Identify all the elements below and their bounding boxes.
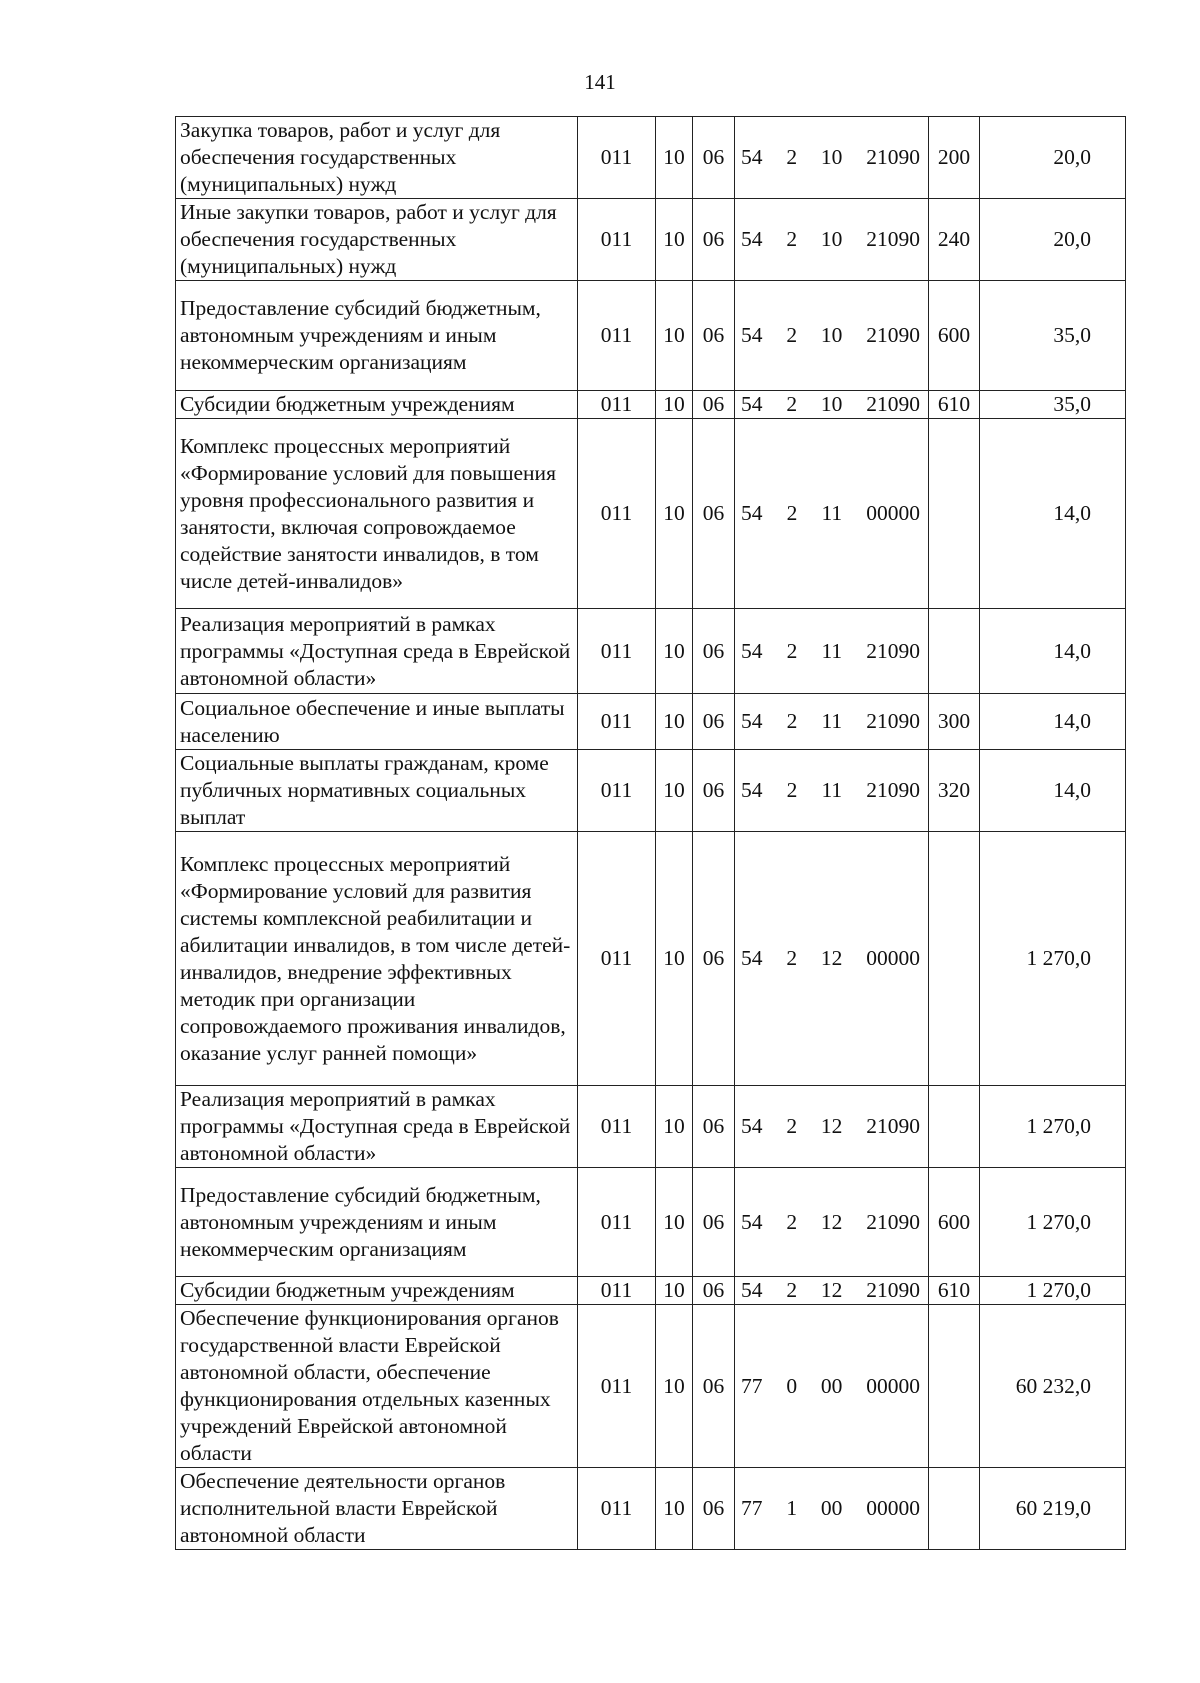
target-article-cell	[735, 419, 929, 609]
target-article-part: 21090	[866, 778, 920, 802]
section-code-cell: 10	[656, 391, 693, 419]
ministry-code-cell: 011	[578, 1305, 656, 1468]
target-article-parts	[735, 1277, 928, 1304]
target-article-part: 54	[741, 392, 763, 416]
ministry-code-cell: 011	[578, 1168, 656, 1277]
target-article-part: 21090	[866, 227, 920, 251]
target-article-part: 1	[786, 1496, 798, 1520]
target-article-part: 54	[741, 145, 763, 169]
ministry-code-cell: 011	[578, 391, 656, 419]
target-article-cell	[735, 832, 929, 1086]
amount-cell: 1 270,0	[980, 1086, 1126, 1168]
expense-type-cell: 600	[929, 1168, 980, 1277]
target-article-part: 2	[786, 638, 798, 663]
target-article-part: 54	[741, 638, 763, 663]
section-code-cell: 10	[656, 199, 693, 281]
section-code-cell: 10	[656, 1305, 693, 1468]
amount-cell: 1 270,0	[980, 1168, 1126, 1277]
table-row	[176, 199, 1126, 281]
amount-cell: 14,0	[980, 419, 1126, 609]
target-article-part: 2	[786, 1114, 798, 1138]
amount-cell: 1 270,0	[980, 832, 1126, 1086]
row-name-cell: Социальные выплаты гражданам, кроме публичных нормативных социальных выплат	[176, 750, 578, 832]
amount-cell: 1 270,0	[980, 1277, 1126, 1305]
target-article-part: 54	[741, 501, 763, 525]
table-row	[176, 1305, 1126, 1468]
section-code-cell: 10	[656, 281, 693, 391]
target-article-part: 54	[741, 227, 763, 251]
expense-type-cell: 610	[929, 391, 980, 419]
ministry-code-cell: 011	[578, 1086, 656, 1168]
target-article-part: 21090	[866, 1278, 920, 1302]
ministry-code-cell: 011	[578, 1277, 656, 1305]
target-article-cell	[735, 281, 929, 391]
expense-type-cell	[929, 832, 980, 1086]
table-row	[176, 1168, 1126, 1277]
subsection-code-cell: 06	[693, 419, 735, 609]
target-article-part: 2	[786, 323, 798, 347]
row-name-cell: Предоставление субсидий бюджетным, автономным учреждениям и иным некоммерческим организациям	[176, 1168, 578, 1277]
section-code-cell: 10	[656, 419, 693, 609]
page-number: 141	[584, 70, 616, 94]
target-article-cell	[735, 199, 929, 281]
section-code-cell: 10	[656, 609, 693, 694]
target-article-cell	[735, 1468, 929, 1550]
budget-table	[175, 116, 1126, 1550]
target-article-parts	[735, 500, 928, 527]
table-row	[176, 750, 1126, 832]
subsection-code-cell: 06	[693, 281, 735, 391]
target-article-parts	[735, 144, 928, 171]
section-code-cell: 10	[656, 117, 693, 199]
table-row	[176, 694, 1126, 750]
target-article-cell	[735, 750, 929, 832]
expense-type-cell: 240	[929, 199, 980, 281]
target-article-part: 21090	[866, 145, 920, 169]
expense-type-cell	[929, 609, 980, 694]
ministry-code-cell: 011	[578, 419, 656, 609]
target-article-part: 10	[820, 145, 843, 169]
expense-type-cell: 600	[929, 281, 980, 391]
ministry-code-cell: 011	[578, 609, 656, 694]
expense-type-cell: 610	[929, 1277, 980, 1305]
table-row	[176, 419, 1126, 609]
target-article-cell	[735, 1305, 929, 1468]
target-article-part: 77	[741, 1373, 763, 1398]
target-article-parts	[735, 1495, 928, 1522]
table-row	[176, 281, 1126, 391]
section-code-cell: 10	[656, 1168, 693, 1277]
target-article-part: 2	[786, 501, 798, 525]
target-article-part: 12	[820, 1278, 843, 1302]
amount-cell: 20,0	[980, 117, 1126, 199]
target-article-part: 77	[741, 1496, 763, 1520]
target-article-parts	[735, 1113, 928, 1140]
target-article-parts	[735, 638, 928, 665]
target-article-cell	[735, 1086, 929, 1168]
row-name-cell: Реализация мероприятий в рамках программы «Доступная среда в Еврейской автономной области»	[176, 609, 578, 694]
section-code-cell: 10	[656, 1086, 693, 1168]
target-article-part: 00	[820, 1496, 843, 1520]
row-name-cell: Реализация мероприятий в рамках программы «Доступная среда в Еврейской автономной области»	[176, 1086, 578, 1168]
amount-cell: 60 232,0	[980, 1305, 1126, 1468]
target-article-part: 0	[786, 1373, 798, 1398]
table-row	[176, 609, 1126, 694]
ministry-code-cell: 011	[578, 117, 656, 199]
subsection-code-cell: 06	[693, 694, 735, 750]
amount-cell: 20,0	[980, 199, 1126, 281]
subsection-code-cell: 06	[693, 609, 735, 694]
amount-cell: 35,0	[980, 391, 1126, 419]
target-article-part: 21090	[866, 1114, 920, 1138]
target-article-part: 21090	[866, 392, 920, 416]
expense-type-cell	[929, 1086, 980, 1168]
subsection-code-cell: 06	[693, 1168, 735, 1277]
target-article-cell	[735, 391, 929, 419]
expense-type-cell	[929, 419, 980, 609]
target-article-part: 12	[820, 946, 843, 970]
target-article-part: 10	[820, 323, 843, 347]
target-article-part: 12	[820, 1209, 843, 1234]
target-article-part: 11	[821, 709, 843, 733]
expense-type-cell	[929, 1468, 980, 1550]
expense-type-cell: 300	[929, 694, 980, 750]
target-article-part: 21090	[866, 638, 920, 663]
target-article-part: 2	[786, 709, 798, 733]
row-name-cell: Обеспечение функционирования органов государственной власти Еврейской автономной области, обеспечение функционирования отдельных казенных учреждений Еврейской автономной области	[176, 1305, 578, 1468]
subsection-code-cell: 06	[693, 1468, 735, 1550]
target-article-part: 54	[741, 1278, 763, 1302]
subsection-code-cell: 06	[693, 117, 735, 199]
target-article-part: 54	[741, 778, 763, 802]
target-article-part: 21090	[866, 323, 920, 347]
target-article-part: 2	[786, 1278, 798, 1302]
section-code-cell: 10	[656, 694, 693, 750]
row-name-cell: Иные закупки товаров, работ и услуг для обеспечения государственных (муниципальных) нужд	[176, 199, 578, 281]
target-article-part: 00	[820, 1373, 843, 1398]
ministry-code-cell: 011	[578, 694, 656, 750]
section-code-cell: 10	[656, 1277, 693, 1305]
target-article-part: 00000	[866, 501, 920, 525]
target-article-part: 2	[786, 145, 798, 169]
row-name-cell: Комплекс процессных мероприятий «Формирование условий для повышения уровня профессионального развития и занятости, включая сопровождаемое содействие занятости инвалидов, в том числе детей-инвалидов»	[176, 419, 578, 609]
row-name-cell: Субсидии бюджетным учреждениям	[176, 391, 578, 419]
table-body	[176, 117, 1126, 1550]
target-article-part: 10	[820, 392, 843, 416]
target-article-parts	[735, 226, 928, 253]
target-article-part: 00000	[866, 946, 920, 970]
target-article-part: 54	[741, 709, 763, 733]
target-article-parts	[735, 322, 928, 349]
row-name-cell: Комплекс процессных мероприятий «Формирование условий для развития системы комплексной реабилитации и абилитации инвалидов, в том числе детей-инвалидов, внедрение эффективных методик при организации сопровождаемого проживания инвалидов, оказание услуг ранней помощи»	[176, 832, 578, 1086]
target-article-part: 11	[821, 501, 843, 525]
target-article-part: 2	[786, 946, 798, 970]
row-name-cell: Обеспечение деятельности органов исполнительной власти Еврейской автономной области	[176, 1468, 578, 1550]
target-article-part: 00000	[866, 1373, 920, 1398]
table-row	[176, 391, 1126, 419]
section-code-cell: 10	[656, 750, 693, 832]
target-article-part: 12	[820, 1114, 843, 1138]
target-article-parts	[735, 708, 928, 735]
amount-cell: 14,0	[980, 750, 1126, 832]
subsection-code-cell: 06	[693, 391, 735, 419]
row-name-cell: Закупка товаров, работ и услуг для обеспечения государственных (муниципальных) нужд	[176, 117, 578, 199]
subsection-code-cell: 06	[693, 1086, 735, 1168]
target-article-part: 2	[786, 778, 798, 802]
subsection-code-cell: 06	[693, 1277, 735, 1305]
amount-cell: 14,0	[980, 694, 1126, 750]
target-article-parts	[735, 1373, 928, 1400]
ministry-code-cell: 011	[578, 281, 656, 391]
target-article-part: 10	[820, 227, 843, 251]
ministry-code-cell: 011	[578, 199, 656, 281]
ministry-code-cell: 011	[578, 832, 656, 1086]
subsection-code-cell: 06	[693, 1305, 735, 1468]
target-article-part: 11	[821, 778, 843, 802]
target-article-part: 54	[741, 323, 763, 347]
amount-cell: 35,0	[980, 281, 1126, 391]
target-article-part: 2	[786, 1209, 798, 1234]
subsection-code-cell: 06	[693, 750, 735, 832]
table-row	[176, 117, 1126, 199]
section-code-cell: 10	[656, 1468, 693, 1550]
target-article-part: 2	[786, 392, 798, 416]
row-name-cell: Субсидии бюджетным учреждениям	[176, 1277, 578, 1305]
target-article-part: 54	[741, 946, 763, 970]
target-article-part: 21090	[866, 709, 920, 733]
target-article-part: 21090	[866, 1209, 920, 1234]
row-name-cell: Социальное обеспечение и иные выплаты населению	[176, 694, 578, 750]
target-article-parts	[735, 777, 928, 804]
table-row	[176, 1277, 1126, 1305]
section-code-cell: 10	[656, 832, 693, 1086]
expense-type-cell	[929, 1305, 980, 1468]
amount-cell: 60 219,0	[980, 1468, 1126, 1550]
target-article-cell	[735, 1277, 929, 1305]
target-article-cell	[735, 117, 929, 199]
subsection-code-cell: 06	[693, 832, 735, 1086]
target-article-parts	[735, 945, 928, 972]
expense-type-cell: 200	[929, 117, 980, 199]
target-article-part: 54	[741, 1114, 763, 1138]
target-article-cell	[735, 694, 929, 750]
target-article-part: 11	[821, 638, 843, 663]
table-row	[176, 1468, 1126, 1550]
target-article-cell	[735, 609, 929, 694]
expense-type-cell: 320	[929, 750, 980, 832]
ministry-code-cell: 011	[578, 750, 656, 832]
table-row	[176, 832, 1126, 1086]
target-article-part: 54	[741, 1209, 763, 1234]
target-article-cell	[735, 1168, 929, 1277]
target-article-part: 2	[786, 227, 798, 251]
table-row	[176, 1086, 1126, 1168]
target-article-part: 00000	[866, 1496, 920, 1520]
amount-cell: 14,0	[980, 609, 1126, 694]
ministry-code-cell: 011	[578, 1468, 656, 1550]
row-name-cell: Предоставление субсидий бюджетным, автономным учреждениям и иным некоммерческим организациям	[176, 281, 578, 391]
target-article-parts	[735, 1209, 928, 1236]
target-article-parts	[735, 391, 928, 418]
subsection-code-cell: 06	[693, 199, 735, 281]
